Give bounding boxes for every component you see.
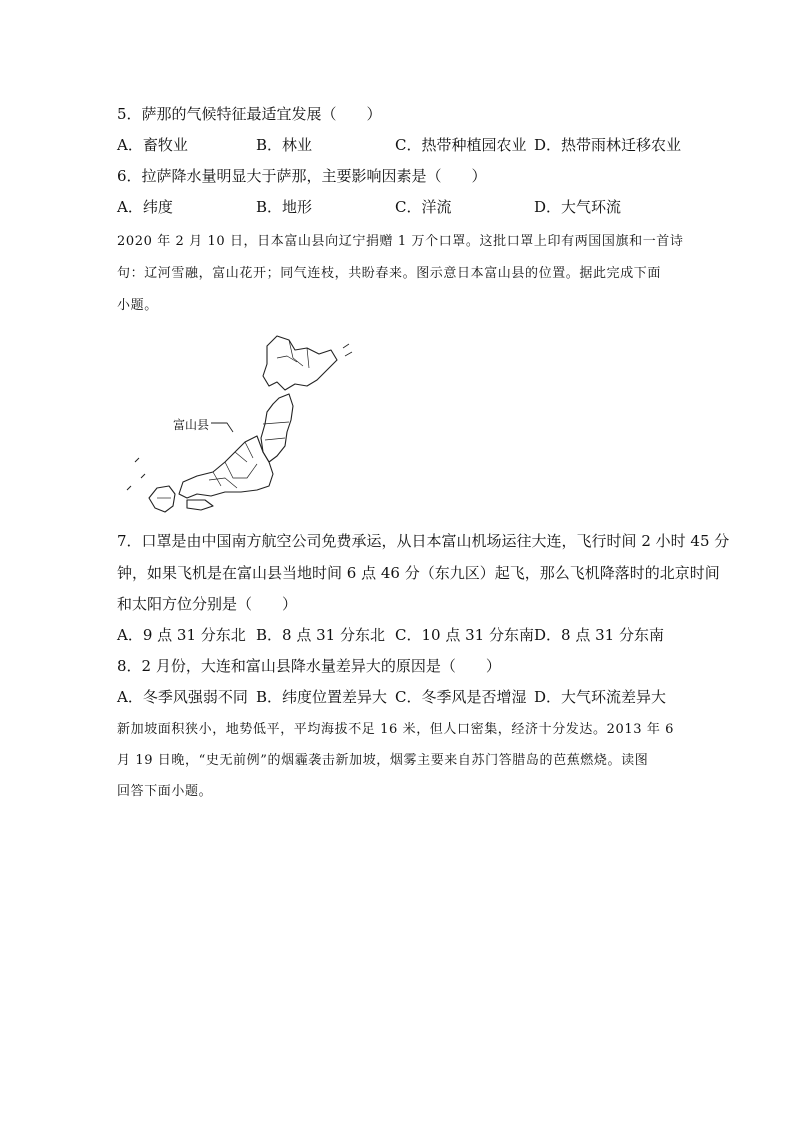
map-honshu-north — [261, 394, 293, 462]
japan-map-figure — [117, 328, 357, 513]
passage2-line-3: 回答下面小题。 — [117, 784, 213, 799]
q8-option-a: A．冬季风强弱不同 — [117, 688, 248, 706]
q8-option-c: C．冬季风是否增湿 — [395, 688, 527, 706]
q7-stem-line-2: 钟，如果飞机是在富山县当地时间 6 点 46 分（东九区）起飞，那么飞机降落时的北京时间 — [117, 564, 720, 582]
q6-option-b: B．地形 — [256, 198, 313, 216]
map-label-toyama: 富山县 — [173, 418, 210, 432]
q5-option-b: B．林业 — [256, 136, 313, 154]
q5-option-c: C．热带种植园农业 — [395, 136, 527, 154]
q6-option-d: D．大气环流 — [534, 198, 622, 216]
q8-option-d: D．大气环流差异大 — [534, 688, 667, 706]
passage1-line-3: 小题。 — [117, 298, 158, 313]
q8-stem: 8．2 月份，大连和富山县降水量差异大的原因是（ ） — [117, 657, 501, 675]
q7-option-b: B．8 点 31 分东北 — [256, 626, 385, 644]
map-kyushu — [149, 486, 175, 512]
passage2-line-2: 月 19 日晚，“史无前例”的烟霾袭击新加坡，烟雾主要来自苏门答腊岛的芭蕉燃烧。读图 — [117, 753, 649, 768]
q8-option-b: B．纬度位置差异大 — [256, 688, 388, 706]
map-hokkaido — [263, 336, 337, 390]
passage1-line-1: 2020 年 2 月 10 日，日本富山县向辽宁捐赠 1 万个口罩。这批口罩上印有两国国旗和一首诗 — [117, 234, 684, 249]
q7-stem-line-1: 7．口罩是由中国南方航空公司免费承运，从日本富山机场运往大连，飞行时间 2 小时 45 分 — [117, 532, 730, 550]
q7-option-d: D．8 点 31 分东南 — [534, 626, 664, 644]
q5-option-d: D．热带雨林迁移农业 — [534, 136, 682, 154]
q5-option-a: A．畜牧业 — [117, 136, 188, 154]
passage1-line-2: 句：辽河雪融，富山花开；同气连枝，共盼春来。图示意日本富山县的位置。据此完成下面 — [117, 266, 662, 281]
q7-option-a: A．9 点 31 分东北 — [117, 626, 246, 644]
map-honshu-central — [179, 436, 273, 498]
q7-stem-line-3: 和太阳方位分别是（ ） — [117, 595, 298, 613]
q7-option-c: C．10 点 31 分东南 — [395, 626, 534, 644]
q6-option-a: A．纬度 — [117, 198, 173, 216]
q5-stem: 5．萨那的气候特征最适宜发展（ ） — [117, 105, 382, 123]
passage2-line-1: 新加坡面积狭小，地势低平，平均海拔不足 16 米，但人口密集，经济十分发达。2013 年 6 — [117, 722, 675, 737]
q6-stem: 6．拉萨降水量明显大于萨那，主要影响因素是（ ） — [117, 167, 487, 185]
map-label-pointer — [211, 423, 233, 432]
q6-option-c: C．洋流 — [395, 198, 452, 216]
map-shikoku — [187, 500, 213, 510]
